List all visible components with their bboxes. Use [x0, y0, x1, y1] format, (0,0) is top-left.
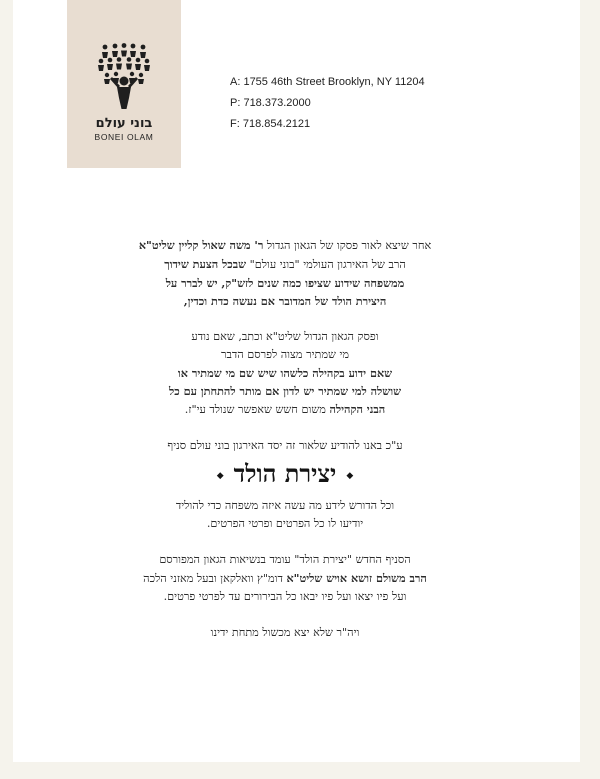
text-line: ופסק הגאון הגדול שליט"א וכתב, שאם נודע [191, 330, 379, 343]
bold-segment: ר' משה שאול קליין שליט"א [138, 238, 264, 252]
diamond-icon: ◆ [216, 470, 224, 481]
paragraph-1 [60, 236, 510, 310]
fax-line: F: 718.854.2121 [230, 118, 311, 130]
closing-line: ויה"ר שלא יצא מכשול מתחת ידינו [210, 625, 360, 639]
headline-text: יצירת הולד [233, 459, 337, 488]
text-segment: משום חשש שאפשר שנולד עי"ז. [184, 403, 330, 416]
paragraph-5 [60, 624, 510, 642]
bold-segment: הרב משולם זושא אויש שליט"א [286, 570, 427, 585]
text-line: ועל פיו יצאו ועל פיו יבאו כל הבירורים עד לפרטי פרטים. [163, 589, 407, 603]
headline [60, 459, 510, 491]
bold-line: ממשפחה שידוע שציפו כמה שנים לזש"ק, יש לברר על [165, 276, 405, 290]
bold-line: שאם ידוע בקהילה כלשהו שיש שם מי שמתיר או [177, 366, 393, 380]
bold-segment: הבני הקהילה [329, 402, 386, 416]
diamond-icon: ◆ [346, 470, 354, 481]
bold-line: היצירת הולד של המדובר אם נעשה כדת וכדין, [183, 294, 387, 308]
letter-body [60, 236, 510, 660]
text-line [60, 236, 510, 255]
paragraph-4 [60, 551, 510, 606]
text-segment: הרב של האירגון העולמי "בוני עולם" [246, 258, 406, 271]
logo-block [67, 0, 181, 168]
address-line: A: 1755 46th Street Brooklyn, NY 11204 [230, 76, 425, 88]
text-segment: דומ"ץ וואלקאן ובעל מאזני הלכה [143, 571, 287, 585]
text-line: וכל הדורש לידע מה עשה איזה משפחה כדי להוליד [175, 498, 395, 512]
paragraph-2 [60, 328, 510, 419]
bold-line: שושלה למי שמתיר יש לדון אם מותר להתחתן עם כל [169, 384, 401, 398]
text-line [60, 255, 510, 274]
text-segment: אחר שיצא לאור פסקו של הגאון הגדול [263, 239, 432, 252]
text-line: ע"כ באנו להודיע שלאור זה יסד האירגון בוני עולם סניף [167, 439, 403, 452]
logo-hebrew-text: בוני עולם [95, 116, 153, 131]
text-line: הסניף החדש "יצירת הולד" עומד בנשיאות הגאון המפורסם [159, 552, 411, 566]
phone-line: P: 718.373.2000 [230, 97, 311, 109]
paragraph-3 [60, 437, 510, 533]
text-line [60, 400, 510, 419]
bold-segment: שבכל הצעת שידוך [164, 257, 247, 271]
text-line: יודיעו לו כל הפרטים ופרטי הפרטים. [206, 516, 364, 530]
text-line: מי שמתיר מצוה לפרסם הדבר [220, 348, 350, 361]
text-line [60, 569, 510, 588]
logo-english-text: BONEI OLAM [94, 132, 154, 142]
family-tree-logo-icon [97, 43, 151, 109]
